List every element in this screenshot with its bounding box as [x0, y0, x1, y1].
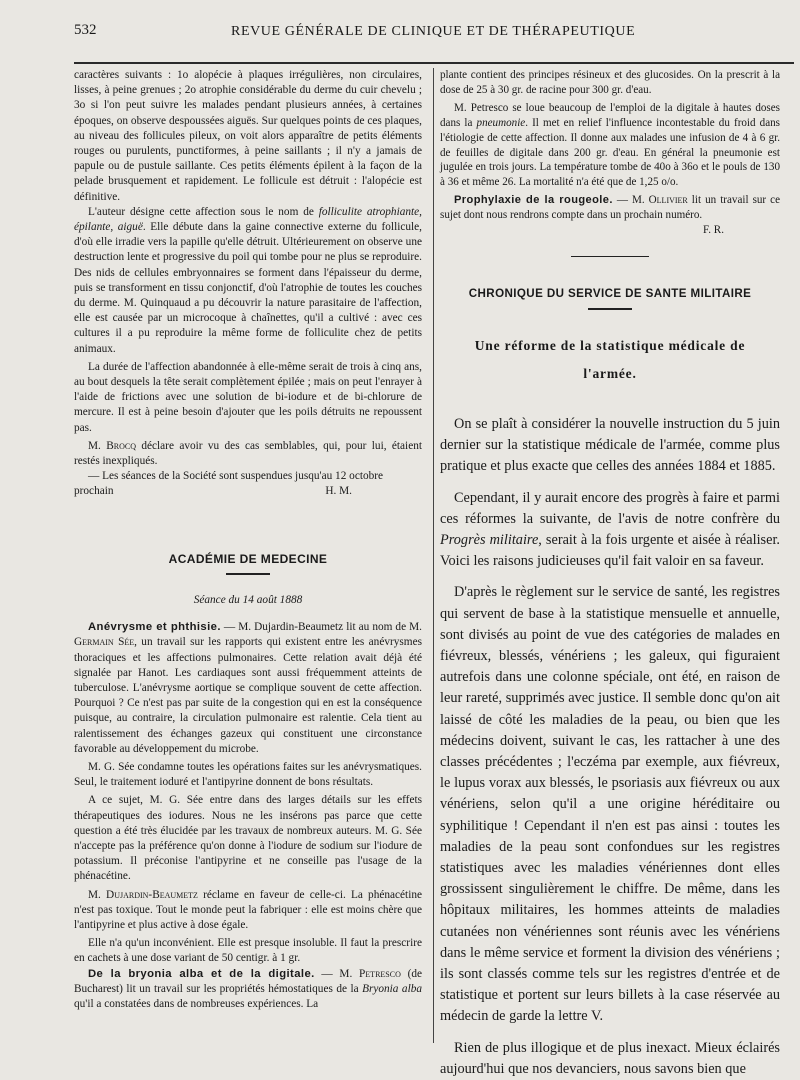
text-run: , serait à la fois urgente et aisée à réaliser. Voici les raisons judicieuses qu'il fait valoir en sa faveur. [440, 531, 780, 570]
text-run: L'auteur désigne cette affection sous le nom de [88, 205, 319, 218]
spacer [440, 238, 780, 256]
paragraph-instruction: On se plaît à considérer la nouvelle instruction du 5 juin dernier sur la statistique médicale de l'armée, comme plus pratique et plus exacte que celles des années 1884 et 1885. [440, 415, 780, 475]
italic-term: folliculite atrophiante, épilante, aiguë [74, 205, 422, 234]
paragraph-rougeole [440, 193, 780, 223]
text-run: prochain [74, 485, 114, 498]
signature-line [74, 484, 422, 499]
author-name: Brocq [106, 439, 136, 452]
right-large-text [440, 414, 780, 1080]
header-rule [74, 62, 794, 64]
seance-date: Séance du 14 août 1888 [193, 593, 303, 606]
spacer [440, 572, 780, 582]
article-title-line: l'armée. [583, 365, 637, 381]
italic-term: Bryonia alba [362, 982, 422, 995]
text-run: (de Bucharest) lit un travail sur les propriétés hémostatiques de la [74, 967, 423, 995]
column-divider [433, 68, 434, 1043]
author-name: Germain Sée [74, 636, 135, 649]
spacer [440, 310, 780, 332]
spacer [74, 608, 422, 620]
paragraph-cependant [440, 488, 780, 573]
article-title-line: Une réforme de la statistique médicale de [474, 337, 746, 353]
topic-title: De la bryonia alba et de la digitale. [88, 967, 315, 980]
italic-term: pneumonie [476, 116, 526, 129]
paragraph-condamne: M. G. Sée condamne toutes les opérations faites sur les anévrysmatiques. Seul, le traitement ioduré et l'antipyrine donnent de bons résultats. [74, 760, 422, 789]
spacer [74, 500, 422, 552]
text-run: M. [88, 439, 107, 452]
text-run: Cependant, il y aurait encore des progrès à faire et parmi ces réformes la suivante, de l'avis de notre confrère du [440, 489, 780, 527]
author-name: Ollivier [648, 194, 688, 207]
paragraph-folliculite [74, 205, 422, 357]
signature-hm: H. M. [325, 485, 352, 498]
paragraph-duration: La durée de l'affection abandonnée à elle-même serait de trois à cinq ans, au bout desquels la tête serait complètement épilée ; mais on peut l'enrayer à l'aide de frictions avec une solution de bi-iodure et de bi-chlorure de mercure. Il est à peine besoin d'ajouter que les poils détruits ne repoussent pas. [74, 360, 422, 434]
paragraph-seances: — Les séances de la Société sont suspendues jusqu'au 12 octobre [88, 470, 384, 483]
section-title-chronique: CHRONIQUE DU SERVICE DE SANTE MILITAIRE [468, 286, 752, 300]
paragraph-illogique: Rien de plus illogique et de plus inexact. Mieux éclairés aujourd'hui que nos devanciers, nous savons bien que [440, 1039, 780, 1077]
text-run: réclame en faveur de celle-ci. La phénacétine n'est pas toxique. Tout le monde peut la fabriquer : elle est moins chère que l'antipyrine et plus active à dose égale. [74, 888, 422, 931]
text-run: — M. [314, 967, 360, 980]
text-run: — M. [612, 194, 649, 207]
paragraph-alopecia: caractères suivants : 1o alopécie à plaques irrégulières, non circulaires, lisses, à peine grenues ; 2o atrophie considérable du derme du cuir chevelu ; 3o si l'on peut suivre les malades pendant plusieurs années, à certaines époques, on observe despoussées aiguës. Sur quelques points de ces plaques, au niveau des follicules pileux, on voit alors apparaître de petits éléments rouges ou purulents, punctiformes, à peine saillants ; il n'y a jamais de papule ou de pustule saillante. Ces petits éléments épilent à la façon de la pelade brusquement et rapidement. Le follicule est détruit : l'alopécie est définitive. [74, 69, 422, 203]
spacer [440, 1028, 780, 1038]
paragraph-digitale [440, 101, 780, 190]
text-run: — M. Dujardin-Beaumetz lit au nom de M. [220, 621, 422, 634]
signature-fr: F. R. [702, 224, 724, 237]
italic-term: Progrès militaire [440, 531, 539, 548]
paragraph-inconvenient: Elle n'a qu'un inconvénient. Elle est presque insoluble. Il faut la prescrire en cachets à une dose variant de 50 centigr. à 1 gr. [74, 937, 422, 965]
right-small-text [440, 68, 780, 238]
spacer [440, 388, 780, 414]
spacer [440, 257, 780, 287]
paragraph-brocq [74, 439, 422, 469]
paragraph-bryonia [74, 967, 422, 1013]
left-column [74, 68, 422, 1012]
text-run: M. [88, 888, 107, 901]
text-run: . Elle débute dans la gaine connective externe du follicule, d'où elle irradie vers la papille qu'elle détruit. Ultérieurement on observe une destruction lente et progressive du poil qui tombe pour ne plus se reproduire. Des nids de cellules embryonnaires se forment dans l'épaisseur du derme, puis se transforment en tissu conjonctif, d'où l'atrophie de toutes les couches du derme. M. Quinquaud a pu découvrir la nature parasitaire de l'affection, elle est causée par un microcoque à chaînettes, qu'il a cultivé : avec ces cultures il a pu reproduire la même forme de folliculite chez de petits animaux. [74, 221, 422, 355]
author-name: Dujardin-Beaumetz [106, 888, 198, 901]
spacer [74, 575, 422, 593]
topic-title: Anévrysme et phthisie. [88, 621, 221, 634]
article-title [440, 332, 780, 388]
right-column [440, 68, 780, 1080]
text-run: qu'il a constatées dans de nombreuses expériences. La [74, 997, 319, 1010]
topic-title: Prophylaxie de la rougeole. [454, 194, 613, 207]
paragraph-anevrysme [74, 620, 422, 757]
page-number: 532 [74, 22, 97, 38]
spacer [440, 478, 780, 488]
text-run: lit un travail sur ce sujet dont nous rendrons compte dans un prochain numéro. [440, 194, 781, 222]
paragraph-phenacetine [74, 888, 422, 934]
paragraph-iodures: A ce sujet, M. G. Sée entre dans des larges détails sur les effets thérapeutiques des iodures. Nous ne les insérons pas parce que cette question a été très élucidée par les travaux de nombreux auteurs. M. G. Sée n'accepte pas la préférence qu'on donne à l'iodure de sodium sur l'iodure de potassium. Il préconise l'antipyrine et ne conseille pas l'usage de la phénacétine. [74, 794, 422, 883]
text-run: , un travail sur les rapports qui existent entre les anévrysmes thoraciques et les affections pulmonaires. Cette relation avait déjà été signalée par Hanot. Les cardiaques sont aussi fréquemment atteints de tuberculose. L'anévrysme aortique se complique souvent de cette affection. Pourquoi ? Ce n'est pas par suite de la congestion qui en est la conséquence puisque, au contraire, la circulation pulmonaire est ralentie. Cela tient au ralentissement des échanges gazeux qui constituent une circonstance favorable au développement du microbe. [74, 636, 423, 755]
paragraph-reglement: D'après le règlement sur le service de santé, les registres qui servent de base à la statistique mensuelle et annuelle, sont divisés au point de vue des catégories de malades en fiévreux, blessés, vénériens ; les galeux, qui figuraient autrefois dans une colonne spéciale, ont été, en raison de leur rareté, supprimés avec justice. Il semble donc qu'on ait laissé de côté les maladies de la peau, ou bien que les médecins doivent, suivant le cas, les rattacher à une des classes précédentes ; l'eczéma par exemple, aux fiévreux, le lupus vorax aux blessés, le psoriasis aux fiévreux ou aux vénériens, selon qu'il a une origine héréditaire ou syphilitique ! Cependant il n'en est pas ainsi : toutes les maladies de la peau sont confondues sur les registres statistiques avec les maladies vénériennes dont elles grossissent singulièrement le chiffre. De même, dans les hôpitaux militaires, les hommes atteints de maladies cutanées non vénériennes sont réunis avec les vénériens dans le même service et forment la division des vénériens ; ils sont classés comme tels sur les registres d'entrée et de statistique et portent sur leurs billets à la case réservée au médecin de garde la lettre V. [440, 584, 780, 1025]
journal-title: REVUE GÉNÉRALE DE CLINIQUE ET DE THÉRAPEUTIQUE [231, 24, 636, 39]
text-run: M. Petresco se loue beaucoup de l'emploi de la digitale à hautes doses dans la [440, 101, 780, 129]
section-title-academie: ACADÉMIE DE MEDECINE [168, 551, 328, 566]
author-name: Petresco [359, 967, 401, 980]
paragraph-plante: plante contient des principes résineux et des glucosides. On la prescrit à la dose de 25 à 30 gr. de racine pour 300 gr. d'eau. [440, 69, 780, 96]
page-header [74, 22, 794, 44]
text-run: déclare avoir vu des cas semblables, qui, pour lui, étaient restés inexpliqués. [74, 439, 422, 468]
text-run: . Il met en relief l'influence incontestable du froid dans l'étiologie de cette affection. Il donne aux malades une infusion de 4 à 6 gr. de feuilles de digitale dans 200 gr. d'eau. En général la pneumonie est jugulée en trois jours. La température tombe de 40o à 36o et le pouls de 130 à 36 et même 26. La mortalité n'a été que de 1,25 o/o. [440, 116, 780, 189]
